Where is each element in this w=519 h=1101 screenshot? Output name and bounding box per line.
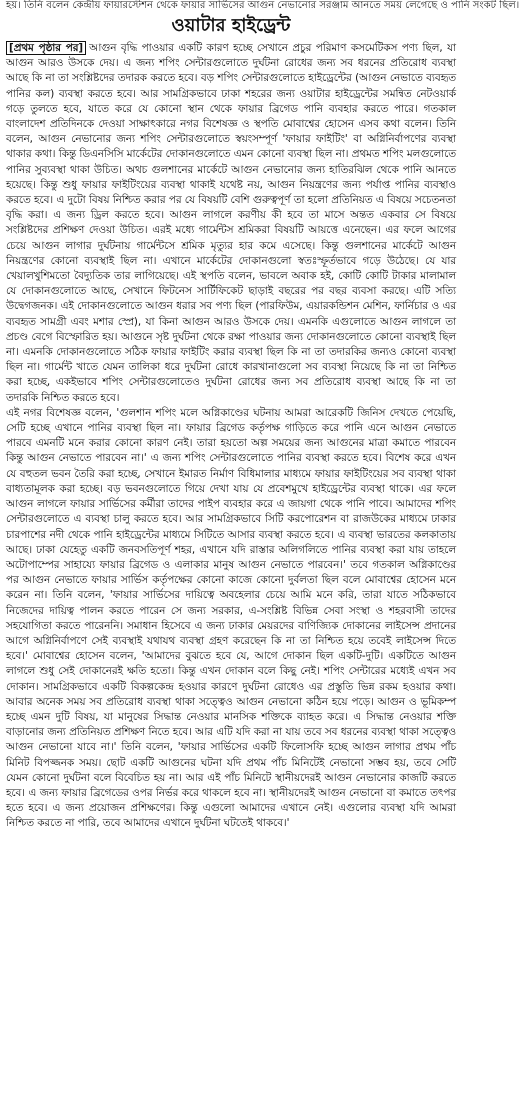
continued-from-front-page-label: [প্রথম পৃষ্ঠার পর] (6, 41, 86, 55)
article-body (0, 41, 462, 832)
paragraph-text: আগুন বৃদ্ধি পাওয়ার একটি কারণ হচ্ছে সেখানে প্রচুর পরিমাণ কসমেটিকস পণ্য ছিল, যা আগুন আরও উসকে দেয়। এ জন্য শপিং সেন্টারগুলোতে দুর্ঘটনা রোধের জন্য সব ধরনের প্রতিরোধ ব্যবস্থা আছে কি না তা সংশ্লিষ্টদের তদারক করতে হবে। বড় শপিং সেন্টারগুলোতে হাইড্রেন্টের (আগুন নেভাতে ব্যবহৃত পানির কল) ব্যবস্থা করতে হবে। আর সামগ্রিকভাবে ঢাকা শহরের জন্য ওয়াটার হাইড্রেন্টের সমন্বিত নেটওয়ার্ক গড়ে তুলতে হবে, যাতে করে যে কোনো স্থান থেকে ফায়ার ব্রিগেড পানি ব্যবহার করতে পারে। গতকাল বাংলাদেশ প্রতিদিনকে দেওয়া সাক্ষাৎকারে নগর বিশেষজ্ঞ ও স্থপতি মোবাশ্বের হোসেন এসব কথা বলেন। তিনি বলেন, আগুন নেভানোর জন্য শপিং সেন্টারগুলোতে স্বয়ংসম্পূর্ণ 'ফায়ার ফাইটিং' বা অগ্নিনির্বাপণের ব্যবস্থা থাকার কথা। কিন্তু ডিএনসিসি মার্কেটের দোকানগুলোতে এমন কোনো ব্যবস্থা ছিল না। প্রথমত শপিং মলগুলোতে পানির সুব্যবস্থা থাকা উচিত। অথচ গুলশানের মার্কেটে আগুন নেভানোর জন্য হাতিরঝিল থেকে পানি আনতে হয়েছে। কিন্তু শুধু ফায়ার ফাইটিংয়ের ব্যবস্থা থাকাই যথেষ্ট নয়, আগুন নিয়ন্ত্রণের জন্য পর্যাপ্ত পানির ব্যবস্থাও করতে হবে। এ দুটো বিষয় নিশ্চিত করার পর যে বিষয়টি বেশি গুরুত্বপূর্ণ তা হলো প্রতিনিয়ত এ বিষয়ে সচেতনতা বৃদ্ধি করা। এ জন্য ড্রিল করতে হবে। আগুন লাগলে করণীয় কী হবে তা মাসে অন্তত একবার সে বিষয়ে সংশ্লিষ্টদের প্রশিক্ষণ দেওয়া উচিত। এরই মধ্যে গার্মেন্টস শ্রমিকরা বিষয়টি আয়ত্তে এনেছেন। এর ফলে আগের চেয়ে আগুন লাগার দুর্ঘটনায় গার্মেন্টসে শ্রমিক মৃত্যুর হার কমে এসেছে। কিন্তু গুলশানের মার্কেটে আগুন নিয়ন্ত্রণের কোনো ব্যবস্থাই ছিল না। এখানে মার্কেটের দোকানগুলো স্বতঃস্ফূর্তভাবে গড়ে উঠেছে। যে যার খেয়ালখুশিমতো বৈদ্যুতিক তার লাগিয়েছে। এই স্থপতি বলেন, ভাবলে অবাক হই, কোটি কোটি টাকার মালামাল যে দোকানগুলোতে আছে, সেখানে ফিটনেস সার্টিফিকেট ছাড়াই বছরের পর বছর ব্যবসা করছে। এটি সত্যি উদ্বেগজনক। এই দোকানগুলোতে আগুন ধরার সব পণ্য ছিল (পারফিউম, এয়ারকন্ডিশন মেশিন, ফার্নিচার ও এর ব্যবহৃত সামগ্রী এবং মশার স্প্রে), যা কিনা আগুন আরও উসকে দেয়। এমনকি এগুলোতে আগুন লাগলে তা প্রচণ্ড বেগে বিস্ফোরিত হয়। আগুনে সৃষ্ট দুর্ঘটনা থেকে রক্ষা পাওয়ার জন্য দোকানগুলোতে কোনো ব্যবস্থাই ছিল না। এমনকি দোকানগুলোতে সঠিক ফায়ার ফাইটিং করার ব্যবস্থা ছিল কি না তা তদারকির জন্যও কোনো ব্যবস্থা ছিল না। গার্মেন্ট খাতে যেমন তালিকা ধরে দুর্ঘটনা রোধে কারখানাগুলো সব ব্যবস্থা নিয়েছে কি না তা নিশ্চিত করা হচ্ছে, একইভাবে শপিং সেন্টারগুলোতেও দুর্ঘটনা রোধের জন্য সব প্রতিরোধ ব্যবস্থা আছে কি না তা তদারকি নিশ্চিত করতে হবে। (6, 42, 457, 404)
article-headline: ওয়াটার হাইড্রেন্ট (171, 15, 291, 36)
article-paragraph (6, 406, 456, 832)
previous-article-tail: হয়। তিনি বলেন কেন্দ্রীয় ফায়ারস্টেশন থেকে ফায়ার সার্ভিসের আগুন নেভানোর সরঞ্জাম আনতে সময় লেগেছে ও পানি সংকট ছিল। (6, 0, 519, 11)
article-paragraph (6, 41, 456, 406)
paragraph-text: এই নগর বিশেষজ্ঞ বলেন, 'গুলশান শপিং মলে অগ্নিকাণ্ডের ঘটনায় আমরা আরেকটি জিনিস দেখতে পেয়েছি, সেটি হচ্ছে এখানে পানির ব্যবস্থা ছিল না। ফায়ার ব্রিগেড কর্তৃপক্ষ গাড়িতে করে পানি এনে আগুন নেভাতে পারবে এমনটি মনে করার কোনো কারণ নেই। তারা হয়তো অল্প সময়ের জন্য আগুনের মাত্রা কমাতে পারবেন কিন্তু আগুন নেভাতে পারবেন না।' এ জন্য শপিং সেন্টারগুলোতে পানির ব্যবস্থা করতে হবে। বিশেষ করে এখন যে বহুতল ভবন তৈরি করা হচ্ছে, সেখানে ইমারত নির্মাণ বিধিমালার মাধ্যমে ফায়ার ফাইটিংয়ের সব ব্যবস্থা থাকা বাধ্যতামূলক করা হচ্ছে। বড় ভবনগুলোতে গিয়ে দেখা যায় যে প্রবেশমুখে হাইড্রেন্টের ব্যবস্থা থাকে। এর ফলে আগুন লাগলে ফায়ার সার্ভিসের কর্মীরা তাদের পাইপ ব্যবহার করে এ জায়গা থেকে পানি পাবে। আমাদের শপিং সেন্টারগুলোতে এ ব্যবস্থা চালু করতে হবে। আর সামগ্রিকভাবে সিটি করপোরেশন বা রাজউকের মাধ্যমে ঢাকার চারপাশের নদী থেকে পানি হাইড্রেন্টের মাধ্যমে সিটিতে আসার ব্যবস্থা করতে হবে। এ ব্যবস্থা ভারতের কলকাতায় আছে। ঢাকা যেহেতু একটি জনবসতিপূর্ণ শহর, এখানে যদি রাস্তার অলিগলিতে পানির ব্যবস্থা করা যায় তাহলে অটোপাম্পের সাহায্যে ফায়ার ব্রিগেড ও এলাকার মানুষ আগুন নেভাতে পারবেন।' তবে গতকাল অগ্নিকাণ্ডের পর আগুন নেভাতে ফায়ার সার্ভিস কর্তৃপক্ষের কোনো কাজে কোনো দুর্বলতা ছিল বলে মোবাশ্বের হোসেন মনে করেন না। তিনি বলেন, 'ফায়ার সার্ভিসের দায়িত্বে অবহেলার চেয়ে আমি মনে করি, তারা যাতে সঠিকভাবে নিজেদের দায়িত্ব পালন করতে পারেন সে জন্য সরকার, এ-সংশ্লিষ্ট বিভিন্ন সেবা সংস্থা ও শহরবাসী তাদের সহযোগিতা করতে পারেননি। সমাধান হিসেবে এ জন্য ঢাকার মেয়রদের বাণিজ্যিক দোকানের লাইসেন্স প্রদানের আগে অগ্নিনির্বাপণে সেই ব্যবস্থাই যথাযথ ব্যবস্থা গ্রহণ করেছেন কি না তা নিশ্চিত হয়ে তবেই লাইসেন্স দিতে হবে।' মোবাশ্বের হোসেন বলেন, 'আমাদের বুঝতে হবে যে, আগে দোকান ছিল একটি-দুটি। একটিতে আগুন লাগলে শুধু সেই দোকানেরই ক্ষতি হতো। কিন্তু এখন দোকান বলে কিছু নেই। শপিং সেন্টারের মধ্যেই এখন সব দোকান। সামগ্রিকভাবে একটি বিকল্পকেন্দ্র হওয়ার কারণে দুর্ঘটনা রোধেও এর প্রস্তুতি ভিন্ন রকম হওয়ার কথা। আবার অনেক সময় সব প্রতিরোধ ব্যবস্থা থাকা সত্ত্বেও আগুন নেভানো কঠিন হয়ে পড়ে। আগুন ও ভূমিকম্প হচ্ছে এমন দুটি বিষয়, যা মানুষের সিদ্ধান্ত নেওয়ার মানসিক শক্তিকে ব্যাহত করে। এ সিদ্ধান্ত নেওয়ার শক্তি বাড়ানোর জন্য প্রতিনিয়ত প্রশিক্ষণ নিতে হবে। আর এটি যদি করা না যায় তবে সব ধরনের ব্যবস্থা থাকা সত্ত্বেও আগুন নেভানো যাবে না।' তিনি বলেন, 'ফায়ার সার্ভিসের একটি ফিলোসফি হচ্ছে আগুন লাগার প্রথম পাঁচ মিনিট বিপজ্জনক সময়। ছোট একটি আগুনের ঘটনা যদি প্রথম পাঁচ মিনিটেই নেভানো সম্ভব হয়, তবে সেটি যেমন কোনো দুর্ঘটনা বলে বিবেচিত হয় না। আর এই পাঁচ মিনিটে স্থানীয়দেরই আগুন নেভানোর কাজটি করতে হবে। এ জন্য ফায়ার ব্রিগেডের ওপর নির্ভর করে থাকলে হবে না। স্থানীয়দেরই আগুন নেভানো বা কমাতে তৎপর হতে হবে। এ জন্য প্রয়োজন প্রশিক্ষণের। কিন্তু এগুলো আমাদের এখানে নেই। এগুলোর ব্যবস্থা যদি আমরা নিশ্চিত করতে না পারি, তবে আমাদের এখানে দুর্ঘটনা ঘটতেই থাকবে।' (6, 406, 456, 830)
